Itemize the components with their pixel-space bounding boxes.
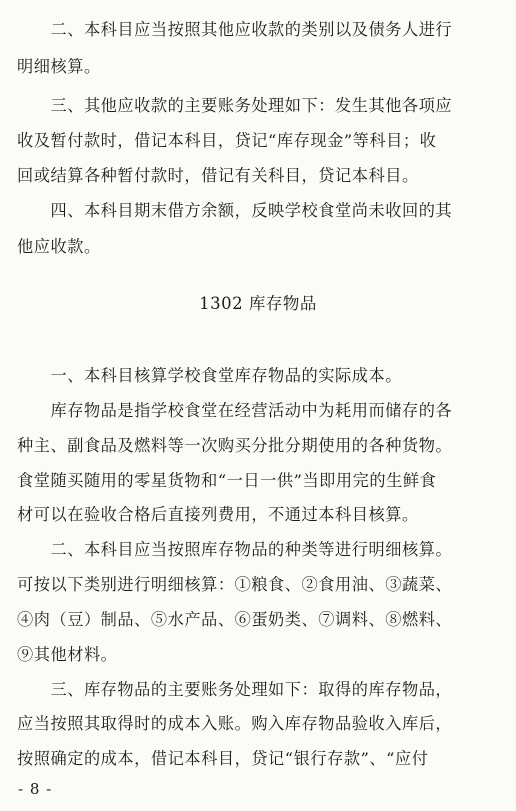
page-number: - 8 -: [18, 780, 53, 798]
paragraph-line: 一、本科目核算学校食堂库存物品的实际成本。: [17, 366, 402, 385]
paragraph-line: 应当按照其取得时的成本入账。购入库存物品验收入库后，: [17, 714, 453, 733]
paragraph-line: 三、其他应收款的主要账务处理如下：发生其他各项应: [17, 96, 453, 115]
paragraph-line: ⑨其他材料。: [17, 645, 118, 664]
paragraph-line: 二、本科目应当按照库存物品的种类等进行明细核算。: [17, 540, 453, 559]
paragraph-line: 收及暂付款时，借记本科目，贷记“库存现金”等科目；收: [17, 131, 437, 150]
paragraph-line: 他应收款。: [17, 237, 101, 256]
paragraph-line: 种主、副食品及燃料等一次购买分批分期使用的各种货物。: [17, 436, 453, 455]
paragraph-line: 按照确定的成本，借记本科目，贷记“银行存款”、“应付: [17, 749, 429, 768]
paragraph-line: 二、本科目应当按照其他应收款的类别以及债务人进行: [17, 20, 453, 39]
paragraph-line: ④肉（豆）制品、⑤水产品、⑥蛋奶类、⑦调料、⑧燃料、: [17, 610, 453, 629]
paragraph-line: 可按以下类别进行明细核算：①粮食、②食用油、③蔬菜、: [17, 575, 453, 594]
paragraph-line: 回或结算各种暂付款时，借记有关科目，贷记本科目。: [17, 166, 419, 185]
section-heading: 1302 库存物品: [199, 294, 317, 313]
paragraph-line: 三、库存物品的主要账务处理如下：取得的库存物品，: [17, 680, 453, 699]
paragraph-line: 食堂随买随用的零星货物和“一日一供”当即用完的生鲜食: [17, 471, 437, 490]
paragraph-line: 四、本科目期末借方余额，反映学校食堂尚未收回的其: [17, 201, 453, 220]
paragraph-line: 材可以在验收合格后直接列费用，不通过本科目核算。: [17, 505, 419, 524]
paragraph-line: 明细核算。: [17, 57, 101, 76]
paragraph-line: 库存物品是指学校食堂在经营活动中为耗用而储存的各: [17, 401, 453, 420]
